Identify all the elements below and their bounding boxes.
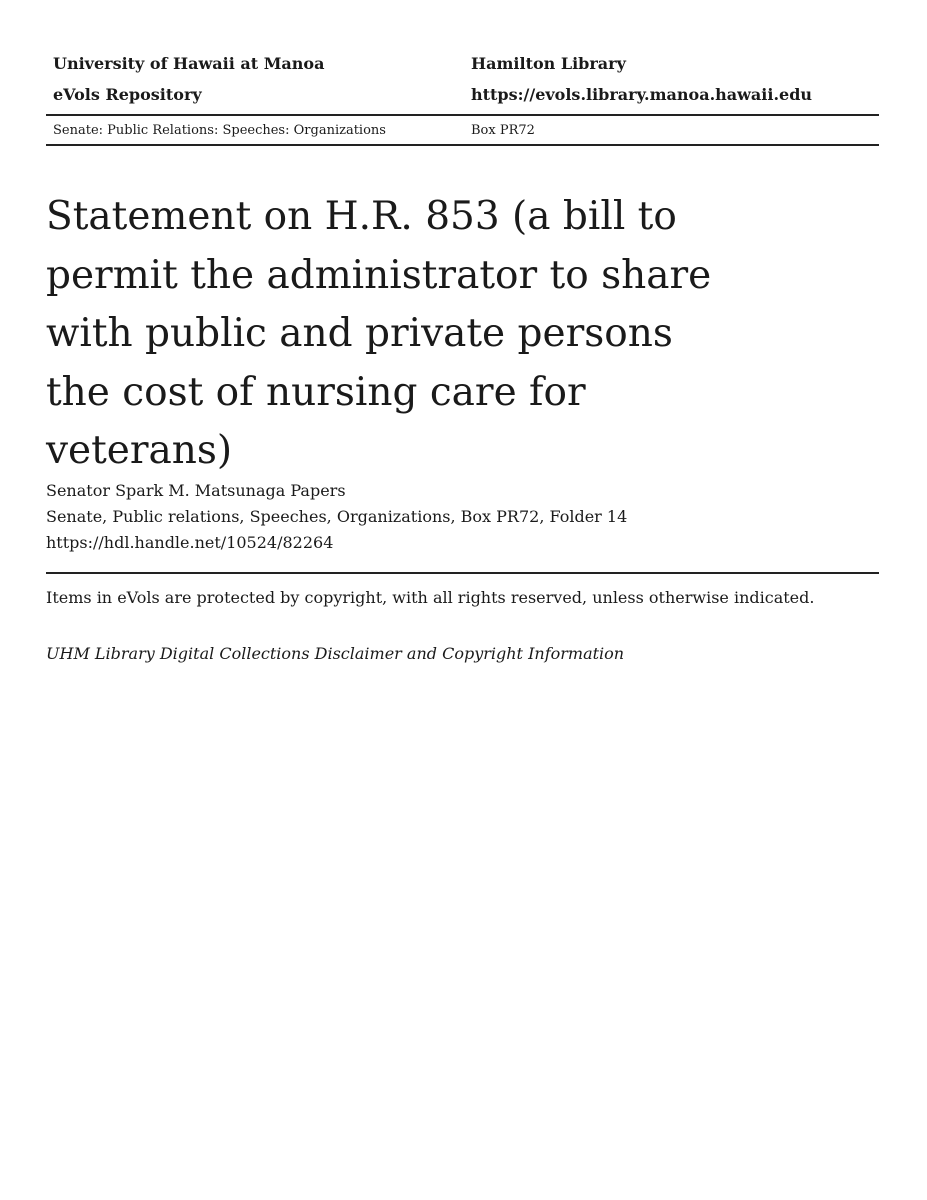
document-title: Statement on H.R. 853 (a bill to permit the administrator to share with public and private persons the cost of nursing care for veterans)	[46, 194, 712, 473]
header-subrow	[46, 116, 879, 144]
disclaimer-link[interactable]: UHM Library Digital Collections Disclaimer and Copyright Information	[46, 644, 625, 663]
repository-header	[46, 52, 879, 146]
institution-name: University of Hawaii at Manoa	[53, 54, 325, 73]
handle-link[interactable]: https://hdl.handle.net/10524/82264	[46, 533, 334, 552]
library-name: Hamilton Library	[471, 54, 626, 73]
repository-url[interactable]: https://evols.library.manoa.hawaii.edu	[471, 85, 813, 104]
header-row-2	[46, 83, 879, 114]
header-divider-bottom	[46, 144, 879, 146]
series-path: Senate: Public Relations: Speeches: Organizations	[53, 123, 386, 138]
rights-statement: Items in eVols are protected by copyright, with all rights reserved, unless otherwise indicated.	[46, 588, 815, 607]
header-row-1	[46, 52, 879, 83]
box-label: Box PR72	[471, 123, 535, 138]
metadata-divider	[46, 572, 879, 574]
collection-name: Senator Spark M. Matsunaga Papers	[46, 481, 346, 500]
document-metadata	[46, 478, 879, 556]
folder-location: Senate, Public relations, Speeches, Organizations, Box PR72, Folder 14	[46, 507, 628, 526]
repository-name: eVols Repository	[53, 85, 202, 104]
